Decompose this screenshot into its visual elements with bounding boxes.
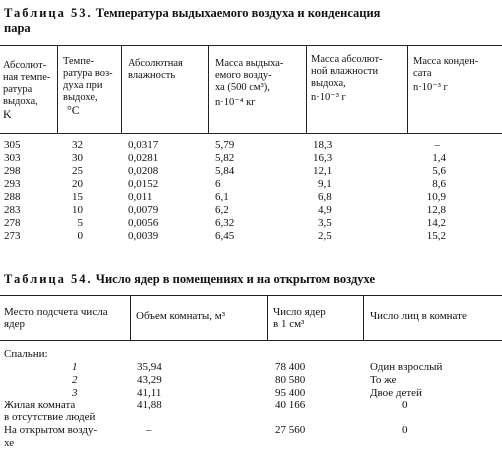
- header-people-count: Число лиц в комнате: [370, 310, 467, 322]
- cell-temp-c: 20: [72, 178, 83, 190]
- header-line: ха (500 см³),: [215, 82, 270, 93]
- cell-air-mass: 6,32: [215, 217, 235, 229]
- header-humidity-mass: [311, 54, 383, 104]
- cell-people: 0: [402, 424, 408, 436]
- cell-place: 3: [72, 387, 78, 399]
- cell-place: Жилая комната: [4, 399, 76, 411]
- header-line: ратура воз-: [63, 68, 113, 79]
- cell-nuclei: 27 560: [275, 424, 306, 436]
- header-line: выдохе,: [63, 92, 98, 103]
- header-line: духа при: [63, 80, 103, 91]
- cell-temp-k: 278: [4, 217, 21, 229]
- cell-nuclei: 80 580: [275, 374, 306, 386]
- cell-temp-c: 30: [72, 152, 83, 164]
- header-line: ная темпе-: [3, 72, 51, 83]
- table-53-top-rule: [0, 45, 502, 46]
- header-line: емого возду-: [215, 70, 272, 81]
- table-54-number: Таблица 54.: [4, 272, 93, 286]
- cell-condensate: 12,8: [426, 204, 446, 216]
- cell-air-mass: 6: [215, 178, 221, 190]
- cell-place: хе: [4, 437, 15, 449]
- cell-humidity-mass: 4,9: [318, 204, 332, 216]
- cell-volume: –: [146, 424, 152, 436]
- header-line: в 1 см³: [273, 318, 305, 330]
- cell-air-mass: 5,84: [215, 165, 235, 177]
- header-exhaled-air-mass: [215, 58, 283, 109]
- table-54-title: [4, 272, 375, 286]
- table-53-header-rule: [0, 133, 502, 134]
- header-absolute-humidity: [128, 58, 183, 82]
- cell-humidity-mass: 12,1: [313, 165, 333, 177]
- cell-condensate: 1,4: [432, 152, 446, 164]
- cell-temp-k: 303: [4, 152, 21, 164]
- header-line: выдоха,: [311, 78, 346, 89]
- cell-air-mass: 5,79: [215, 139, 235, 151]
- column-divider: [121, 45, 122, 133]
- cell-condensate: 14,2: [426, 217, 446, 229]
- header-line: ядер: [4, 318, 26, 330]
- header-air-temp-c: [63, 56, 113, 116]
- cell-people: 0: [402, 399, 408, 411]
- header-line: влажность: [128, 70, 176, 81]
- cell-humidity-mass: 6,8: [318, 191, 332, 203]
- header-line: ной влажности: [311, 66, 379, 77]
- cell-nuclei: 40 166: [275, 399, 306, 411]
- header-line: сата: [413, 68, 432, 79]
- cell-condensate: 15,2: [426, 230, 446, 242]
- header-line: K: [3, 107, 12, 121]
- header-exhale-temp-k: [3, 60, 50, 120]
- cell-abs-humidity: 0,011: [128, 191, 153, 203]
- cell-nuclei: 78 400: [275, 361, 306, 373]
- header-line: Абсолют-: [3, 60, 47, 71]
- cell-abs-humidity: 0,0281: [128, 152, 159, 164]
- header-line: Абсолютная: [128, 58, 183, 69]
- cell-humidity-mass: 18,3: [313, 139, 333, 151]
- cell-humidity-mass: 9,1: [318, 178, 332, 190]
- header-line: Темпе-: [63, 56, 95, 67]
- cell-temp-k: 273: [4, 230, 21, 242]
- cell-people: Двое детей: [370, 387, 422, 399]
- cell-nuclei: 95 400: [275, 387, 306, 399]
- cell-abs-humidity: 0,0039: [128, 230, 159, 242]
- cell-place: 1: [72, 361, 78, 373]
- cell-temp-c: 10: [72, 204, 83, 216]
- table-54-header-rule: [0, 340, 502, 341]
- cell-condensate: –: [434, 139, 440, 151]
- cell-humidity-mass: 3,5: [318, 217, 332, 229]
- cell-temp-c: 25: [72, 165, 83, 177]
- header-room-volume: Объем комнаты, м³: [136, 310, 226, 322]
- header-line: n·10⁻³ г: [413, 82, 448, 93]
- cell-temp-c: 32: [72, 139, 83, 151]
- cell-humidity-mass: 2,5: [318, 230, 332, 242]
- header-line: выдоха,: [3, 96, 38, 107]
- cell-temp-k: 293: [4, 178, 21, 190]
- cell-air-mass: 6,2: [215, 204, 229, 216]
- cell-air-mass: 5,82: [215, 152, 235, 164]
- cell-condensate: 8,6: [432, 178, 446, 190]
- cell-abs-humidity: 0,0152: [128, 178, 159, 190]
- cell-air-mass: 6,1: [215, 191, 229, 203]
- cell-place: в отсутствие людей: [4, 411, 96, 423]
- header-line: n·10⁻⁴ кг: [215, 97, 256, 108]
- column-divider: [267, 295, 268, 340]
- cell-people: Один взрослый: [370, 361, 443, 373]
- cell-temp-c: 15: [72, 191, 83, 203]
- cell-humidity-mass: 16,3: [313, 152, 333, 164]
- cell-abs-humidity: 0,0079: [128, 204, 159, 216]
- cell-volume: 41,88: [137, 399, 162, 411]
- table-53-title-text: Температура выдыхаемого воздуха и конденсация: [95, 6, 381, 20]
- header-line: Масса выдыха-: [215, 58, 284, 69]
- table-54-top-rule: [0, 295, 502, 296]
- header-line: Число ядер: [273, 306, 326, 318]
- table-54-title-text: Число ядер в помещениях и на открытом воздухе: [95, 272, 376, 286]
- cell-condensate: 10,9: [426, 191, 446, 203]
- header-line: ратура: [3, 84, 33, 95]
- cell-temp-k: 305: [4, 139, 21, 151]
- cell-volume: 43,29: [137, 374, 162, 386]
- table-53-number: Таблица 53.: [4, 6, 93, 20]
- cell-temp-c: 0: [77, 230, 83, 242]
- cell-people: То же: [370, 374, 397, 386]
- header-line: Масса абсолют-: [311, 54, 383, 65]
- header-line: Место подсчета числа: [4, 306, 108, 318]
- cell-abs-humidity: 0,0056: [128, 217, 159, 229]
- column-divider: [130, 295, 131, 340]
- cell-volume: 41,11: [137, 387, 162, 399]
- cell-temp-k: 298: [4, 165, 21, 177]
- header-line: n·10⁻³ г: [311, 92, 346, 103]
- cell-abs-humidity: 0,0208: [128, 165, 159, 177]
- header-place: [4, 306, 108, 330]
- column-divider: [363, 295, 364, 340]
- cell-condensate: 5,6: [432, 165, 446, 177]
- cell-place: 2: [72, 374, 78, 386]
- header-nuclei-count: [273, 306, 326, 330]
- header-line: °C: [67, 103, 80, 117]
- column-divider: [208, 45, 209, 133]
- table-53-title: [4, 6, 380, 20]
- table-53-title-line2: пара: [4, 21, 31, 35]
- cell-abs-humidity: 0,0317: [128, 139, 159, 151]
- column-divider: [306, 45, 307, 133]
- column-divider: [57, 45, 58, 133]
- header-condensate-mass: [413, 56, 478, 94]
- cell-air-mass: 6,45: [215, 230, 235, 242]
- cell-temp-k: 283: [4, 204, 21, 216]
- cell-temp-c: 5: [77, 217, 83, 229]
- column-divider: [407, 45, 408, 133]
- cell-temp-k: 288: [4, 191, 21, 203]
- cell-volume: 35,94: [137, 361, 162, 373]
- section-label-bedrooms: Спальни:: [4, 348, 48, 360]
- header-line: Масса конден-: [413, 56, 479, 67]
- cell-place: На открытом возду-: [4, 424, 98, 436]
